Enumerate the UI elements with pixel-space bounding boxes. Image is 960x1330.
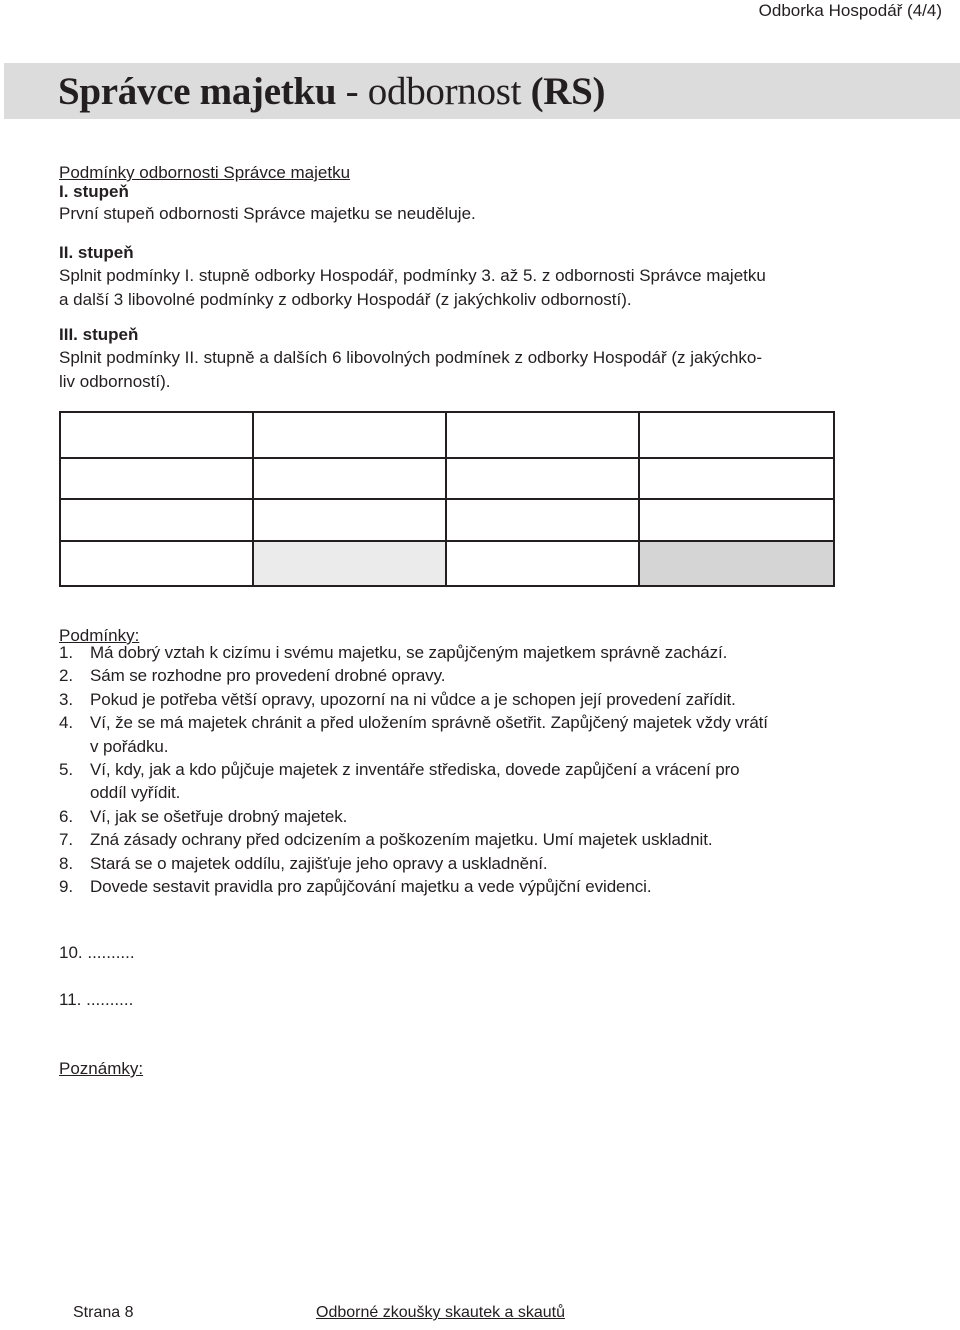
title-band bbox=[4, 63, 960, 119]
condition-item: 1. Má dobrý vztah k cizímu i svému majetku, se zapůjčeným majetkem správně zachází. bbox=[59, 641, 849, 664]
condition-item: 6. Ví, jak se ošetřuje drobný majetek. bbox=[59, 805, 849, 828]
condition-item: 9. Dovede sestavit pravidla pro zapůjčování majetku a vede výpůjční evidenci. bbox=[59, 875, 849, 898]
grid-cell bbox=[61, 500, 254, 542]
notes-heading: Poznámky: bbox=[59, 1059, 144, 1078]
grid-cell bbox=[640, 500, 833, 542]
condition-number: 4. bbox=[59, 713, 73, 733]
page-title-code: (RS) bbox=[530, 70, 606, 113]
conditions bbox=[59, 641, 849, 898]
level-2-line-1: Splnit podmínky I. stupně odborky Hospodář, podmínky 3. až 5. z odbornosti Správce majetku bbox=[59, 266, 766, 285]
grid-cell bbox=[640, 413, 833, 459]
level-1-line-1: První stupeň odbornosti Správce majetku se neuděluje. bbox=[59, 204, 476, 223]
grid-cell bbox=[447, 459, 640, 500]
level-3-line-2: liv odborností). bbox=[59, 372, 171, 391]
grid-cell bbox=[447, 542, 640, 585]
grid-cell-shaded bbox=[640, 542, 833, 585]
condition-item: 8. Stará se o majetek oddílu, zajišťuje jeho opravy a uskladnění. bbox=[59, 852, 849, 875]
condition-number: 2. bbox=[59, 666, 73, 686]
condition-number: 9. bbox=[59, 877, 73, 897]
running-header: Odborka Hospodář (4/4) bbox=[758, 1, 942, 20]
condition-item: 5. Ví, kdy, jak a kdo půjčuje majetek z inventáře střediska, dovede zapůjčení a vrácení pro oddíl vyřídit. bbox=[59, 760, 740, 803]
footer-title: Odborné zkoušky skautek a skautů bbox=[316, 1304, 566, 1321]
level-2 bbox=[59, 242, 849, 312]
condition-number: 7. bbox=[59, 830, 73, 850]
level-2-line-2: a další 3 libovolné podmínky z odborky Hospodář (z jakýchkoliv odborností). bbox=[59, 290, 632, 309]
condition-item: 3. Pokud je potřeba větší opravy, upozorní na ni vůdce a je schopen její provedení zařídit. bbox=[59, 688, 849, 711]
extra-condition-10: 10. .......... bbox=[59, 943, 135, 962]
grid-cell bbox=[254, 459, 447, 500]
page-title-main: Správce majetku bbox=[58, 70, 337, 113]
conditions-list bbox=[59, 641, 849, 898]
section-heading: Podmínky odbornosti Správce majetku bbox=[59, 163, 351, 182]
grid-cell bbox=[447, 500, 640, 542]
level-3-name: III. stupeň bbox=[59, 325, 139, 344]
condition-number: 3. bbox=[59, 689, 73, 709]
condition-number: 8. bbox=[59, 853, 73, 873]
grid-cell bbox=[254, 413, 447, 459]
grid-cell-shaded bbox=[254, 542, 447, 585]
footer-page-number: Strana 8 bbox=[73, 1304, 134, 1321]
grid-cell bbox=[61, 459, 254, 500]
condition-item: 2. Sám se rozhodne pro provedení drobné opravy. bbox=[59, 664, 849, 687]
conditions-heading: Podmínky: bbox=[59, 626, 140, 645]
condition-number: 6. bbox=[59, 806, 73, 826]
condition-number: 5. bbox=[59, 760, 73, 780]
signature-grid bbox=[59, 411, 835, 587]
page-title bbox=[58, 69, 605, 115]
level-3-line-1: Splnit podmínky II. stupně a dalších 6 libovolných podmínek z odborky Hospodář (z jakýchko- bbox=[59, 348, 763, 367]
grid-cell bbox=[254, 500, 447, 542]
grid-cell bbox=[61, 542, 254, 585]
page-title-rest: - odbornost bbox=[345, 70, 522, 113]
condition-number: 1. bbox=[59, 643, 73, 662]
grid-cell bbox=[61, 413, 254, 459]
condition-item: 7. Zná zásady ochrany před odcizením a poškozením majetku. Umí majetek uskladnit. bbox=[59, 828, 849, 851]
level-2-name: II. stupeň bbox=[59, 243, 134, 262]
level-3 bbox=[59, 324, 849, 394]
grid-cell bbox=[447, 413, 640, 459]
condition-item: 4. Ví, že se má majetek chránit a před uložením správně ošetřit. Zapůjčený majetek vždy vrátí v pořádku. bbox=[59, 713, 768, 756]
extra-condition-11: 11. .......... bbox=[59, 990, 134, 1009]
grid-cell bbox=[640, 459, 833, 500]
level-1 bbox=[59, 181, 849, 225]
level-1-name: I. stupeň bbox=[59, 182, 129, 201]
